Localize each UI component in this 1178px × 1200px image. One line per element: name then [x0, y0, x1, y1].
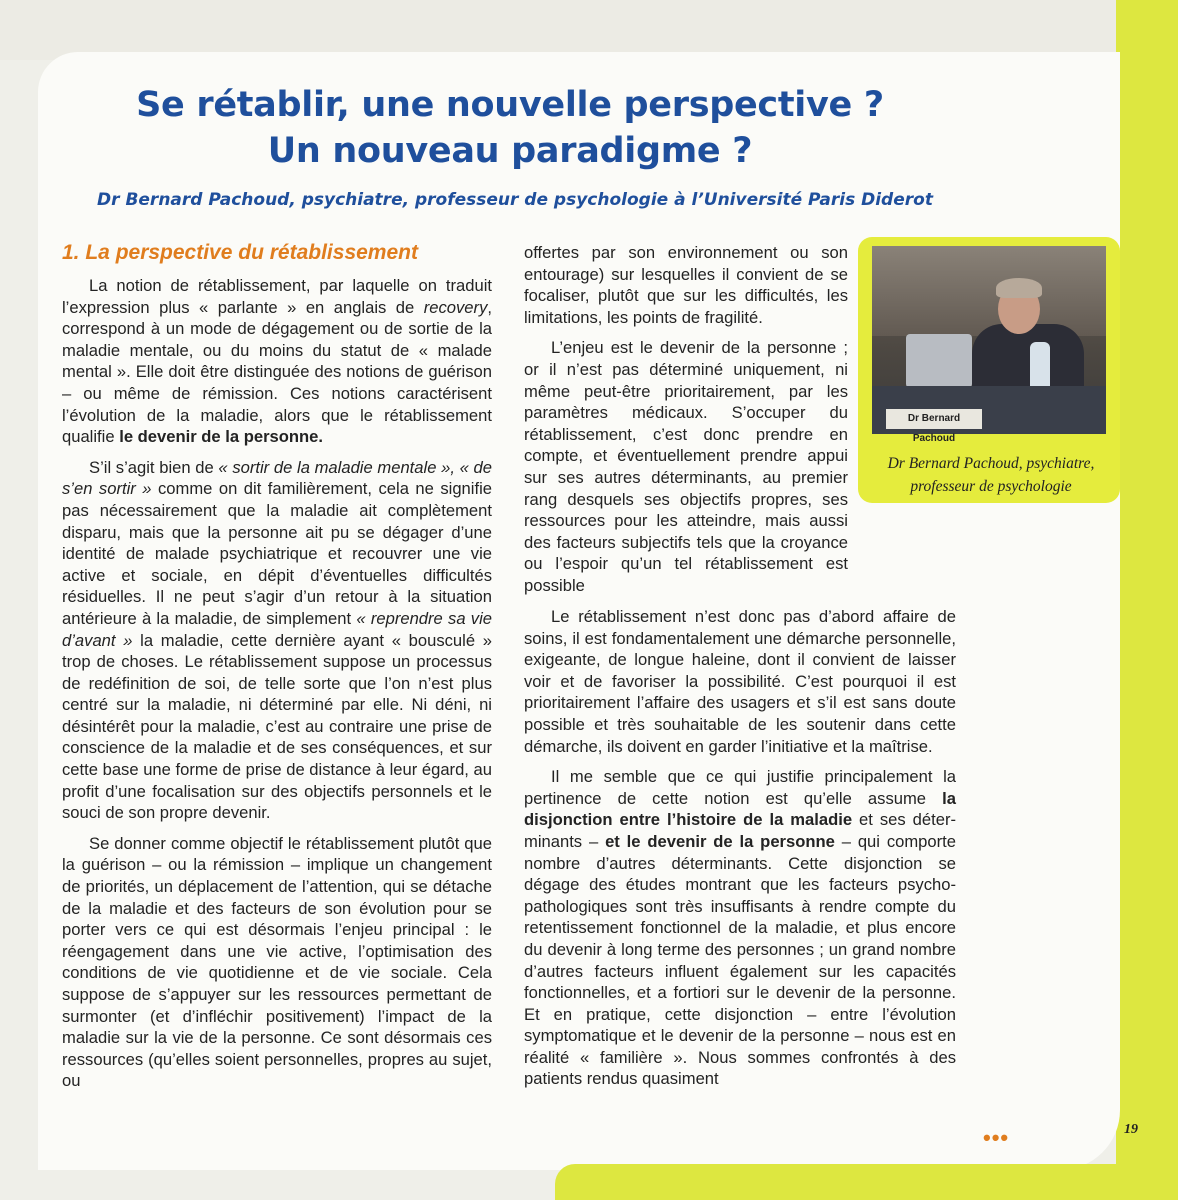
paragraph: L’enjeu est le devenir de la personne ; or il n’est pas déterminé uniquement, ni même peut-être prioritairement, par les paramètres médicaux. S’occuper du rétablissement, c’est donc prendre en compte, et éventuellement prendre appui sur ses autres déterminants, au premier rang desquels ses objectifs propres, ses ressources pour les atteindre, mais aussi des facteurs subjectifs tels que la croyance ou l’espoir qu’un tel rétablissement est possible	[524, 338, 848, 595]
article-title	[60, 82, 960, 174]
section-heading: 1. La perspective du rétablissement	[62, 241, 418, 264]
left-column	[62, 240, 492, 1101]
author-photo	[872, 246, 1106, 444]
author-byline: Dr Bernard Pachoud, psychiatre, professeur de psychologie à l’Université Paris Diderot	[97, 190, 933, 210]
paragraph: offertes par son environnement ou son entourage) sur lesquelles il convient de se focaliser, plutôt que sur les difficultés, les limitations, les points de fragilité.	[524, 243, 848, 327]
paragraph: La notion de rétablissement, par laquelle on traduit l’expression plus « parlante » en anglais de recovery, correspond à un mode de dégagement ou de sortie de la maladie mentale, ou du moins du statut de « malade mental ». Elle doit être distinguée des notions de guérison – ou même de rémission. Ces notions caractérisent l’évolution de la maladie, alors que le rétablissement qualifie le devenir de la personne.	[62, 276, 492, 447]
title-line-2: Un nouveau paradigme ?	[267, 131, 753, 171]
paragraph: Le rétablissement n’est donc pas d’abord affaire de soins, il est fondamentalement une démarche personnelle, exigeante, de longue haleine, dont il convient de laisser voir et de favoriser la possibilité. C’est pourquoi il est prioritairement l’affaire des usagers et s’il est sans doute possible et très souhaitable de les soutenir dans cette démarche, ils doivent en garder l’initiative et la maîtrise.	[524, 607, 956, 756]
laptop-icon	[906, 334, 972, 388]
scan-top-margin	[0, 0, 1178, 60]
yellow-bottom-band	[555, 1164, 1178, 1200]
title-line-1: Se rétablir, une nouvelle perspective ?	[136, 85, 884, 125]
paragraph: Il me semble que ce qui justifie principalement la pertinence de cette notion est qu’elle assume la disjonction entre l’histoire de la maladie et ses déterminants – et le devenir de la personne – qui comporte nombre d’autres déterminants. Cette disjonction se dégage des études montrant que les facteurs psychopathologiques sont très insuffisants à rendre compte du retentissement fonctionnel de la maladie, et plus encore du devenir à long terme des personnes ; un grand nombre d’autres facteurs influent également sur les capacités fonctionnelles, et a fortiori sur le devenir de la personne. Et en pratique, cette disjonction – entre l’évolution symptomatique et le devenir de la personne – nous est en réalité « familière ». Nous sommes confrontés à des patients rendus quasiment	[524, 767, 956, 1089]
photo-caption	[876, 452, 1106, 498]
caption-line-2: professeur de psychologie	[910, 478, 1072, 495]
paragraph: S’il s’agit bien de « sortir de la maladie mentale », « de s’en sortir » comme on dit familièrement, cela ne signifie pas nécessairement que la maladie ait complètement disparu, mais que la personne ait pu se dégager d’une identité de malade psychiatrique et recouvrer une vie active et sociale, en dépit d’éventuelles difficultés résiduelles. Il ne peut s’agir d’un retour à la situation antérieure à la maladie, de simplement « reprendre sa vie d’avant » la maladie, cette dernière ayant « bousculé » trop de choses. Le rétablissement suppose un processus de redéfinition de soi, de telle sorte que l’on n’est plus centré sur la maladie, ni déterminé par elle. Ni déni, ni désintérêt pour la maladie, c’est au contraire une prise de conscience de la maladie et de ses conséquences, et sur cette base une forme de prise de distance à leur égard, au profit d’une focalisation sur des objectifs personnels et le souci de son propre devenir.	[62, 457, 493, 823]
caption-line-1: Dr Bernard Pachoud, psychiatre,	[887, 455, 1095, 472]
right-column-bottom	[524, 606, 956, 1099]
nameplate: Dr Bernard Pachoud	[886, 409, 982, 429]
continuation-dots-icon: •••	[983, 1125, 1010, 1150]
paragraph: Se donner comme objectif le rétablissement plutôt que la guérison – ou la rémission – implique un changement de priorités, un déplacement de l’attention, qui se détache de la maladie et des facteurs de son évolution pour se porter vers ce qui est désormais l’enjeu principal : le réengagement dans une vie active, l’optimisation des conditions de vie quotidienne et de vie sociale. Cela suppose de s’appuyer sur les ressources permettant de surmonter (et d’infléchir positivement) l’impact de la maladie sur la vie de la personne. Ce sont désormais ces ressources (qu’elles soient personnelles, propres au sujet, ou	[62, 833, 492, 1091]
right-column-top	[524, 242, 848, 606]
page-number: 19	[1124, 1122, 1138, 1137]
yellow-edge-band	[1116, 0, 1178, 1200]
